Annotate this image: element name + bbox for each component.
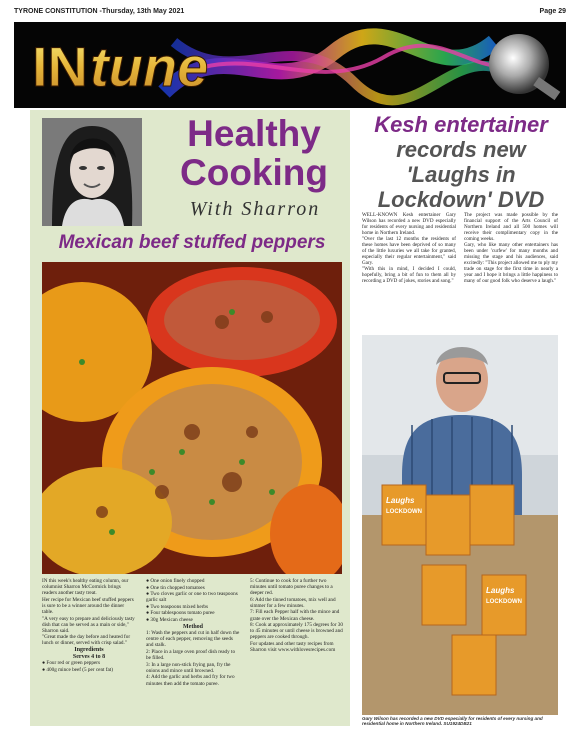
- ingredient-item: ● Two cloves garlic or one to two teaspoons garlic salt: [146, 591, 238, 604]
- banner-artwork: [14, 22, 566, 108]
- method-step: 7: Fill each Pepper half with the mince and grate over the Mexican cheese.: [250, 609, 340, 622]
- recipe-body: [42, 578, 344, 724]
- gary-wilson-photo: [362, 335, 558, 715]
- intune-banner: [14, 22, 566, 108]
- ingredients-heading: Ingredients: [74, 647, 104, 654]
- method-step: 3: In a large non-stick frying pan, fry the onions and mince until browned.: [146, 661, 231, 674]
- serves-line: Serves 4 to 8: [72, 653, 106, 660]
- ingredient-item: ● 30g Mexican cheese: [146, 617, 193, 624]
- intune-logo: INtune: [32, 35, 209, 98]
- method-heading: Method: [183, 623, 203, 630]
- folio-page-number: Page 29: [539, 8, 566, 15]
- recipe-intro-1: IN this week's healthy eating column, our columnist Sharron McCormick brings readers another tasty treat.: [42, 578, 129, 597]
- recipe-website-note: For updates and other tasty recipes from Sharron visit www.withlovesrecipes.com: [250, 640, 336, 654]
- title-line-healthy: Healthy: [187, 113, 321, 154]
- method-step: 4: Add the garlic and herbs and fry for two minutes then add the tomato puree.: [146, 674, 235, 687]
- folio-publication-date: TYRONE CONSTITUTION -Thursday, 13th May 2021: [14, 8, 185, 15]
- columnist-headshot: [42, 118, 142, 226]
- recipe-intro-2: Her recipe for Mexican beef stuffed peppers is sure to be a winner around the dinner table.: [42, 596, 134, 615]
- ingredient-item: ● One onion finely chopped: [146, 578, 205, 584]
- dvd-cover-label: LOCKDOWN: [486, 599, 522, 605]
- story-paragraph: WELL-KNOWN Kesh entertainer Gary Wilson has recorded a new DVD especially for residents of every nursing and residential home in Northern Ireland.: [362, 212, 456, 236]
- dvd-cover-label: Laughs: [486, 586, 515, 595]
- method-step: 5: Continue to cook for a further two minutes until tomato puree changes to a deeper red.: [250, 578, 333, 597]
- story-paragraph: Gary, who like many other entertainers has been under 'curfew' for many months and missing the stage and his audiences, said excitedly: "This project allowed me to ply my trade on stage for the first time in nearly a year and I hope it brings a little happiness to many of our good folk who deserve a laugh.": [464, 242, 558, 284]
- story-paragraph: The project was made possible by the financial support of the Arts Council of Northern Ireland and all 500 homes will receive their complimentary copy in the coming weeks.: [464, 212, 558, 242]
- page-folio: [14, 8, 566, 20]
- method-step: 2: Place in a large oven proof dish ready to be filled.: [146, 649, 236, 662]
- ingredient-item: ● 400g mince beef (5 per cent fat): [42, 666, 113, 673]
- story-paragraph: "With this in mind, I decided I could, hopefully, bring a bit of fun to them all by recording a DVD of jokes, stories and song.": [362, 266, 456, 284]
- title-line-cooking: Cooking: [180, 152, 328, 193]
- kesh-story-body: [362, 212, 558, 336]
- recipe-intro-3: "A very easy to prepare and deliciously tasty dish that can be served as a main or side," Sharron said.: [42, 615, 135, 634]
- ingredient-item: ● Four red or green peppers: [42, 660, 101, 667]
- headline-line-4: Lockdown' DVD: [377, 187, 545, 212]
- ingredient-item: ● One tin chopped tomatoes: [146, 584, 205, 591]
- recipe-title: Mexican beef stuffed peppers: [58, 232, 326, 253]
- method-step: 1: Wash the peppers and cut in half down the centre of each pepper, removing the seeds and stalk.: [146, 630, 240, 649]
- ingredient-item: ● Four tablespoons tomato puree: [146, 610, 215, 617]
- healthy-cooking-title: [164, 114, 344, 192]
- headline-line-2: records new: [396, 137, 526, 162]
- with-sharron-byline: With Sharron: [189, 198, 321, 220]
- stuffed-peppers-photo: [42, 262, 342, 574]
- headline-line-3: 'Laughs in: [406, 162, 516, 187]
- kesh-headline: [358, 112, 564, 212]
- story-column-1: [362, 212, 456, 284]
- story-paragraph: "Over the last 12 months the residents of these homes have been deprived of so many of the little luxuries we all take for granted, especially their regular entertainment," said Gary.: [362, 236, 456, 266]
- photo-caption: Gary Wilson has recorded a new DVD especially for residents of every nursing and residential home in Northern Ireland. SU1924DB21: [362, 716, 543, 727]
- recipe-intro-4: "Great made the day before and heated for lunch or dinner, served with crisp salad.": [42, 634, 131, 647]
- dvd-cover-label: Laughs: [386, 496, 415, 505]
- recipe-column-1: [42, 578, 136, 673]
- method-step: 8: Cook at approximately 175 degrees for 30 to 45 minutes or until cheese is browned and peppers are cooked through.: [250, 622, 343, 641]
- headline-line-1: Kesh entertainer: [374, 112, 548, 137]
- dvd-cover-label: LOCKDOWN: [386, 509, 422, 515]
- recipe-column-3: [250, 578, 344, 654]
- recipe-column-2: [146, 578, 240, 687]
- story-column-2: [464, 212, 558, 284]
- method-step: 6: Add the tinned tomatoes, mix well and simmer for a few minutes.: [250, 596, 336, 609]
- ingredient-item: ● Two teaspoons mixed herbs: [146, 603, 209, 610]
